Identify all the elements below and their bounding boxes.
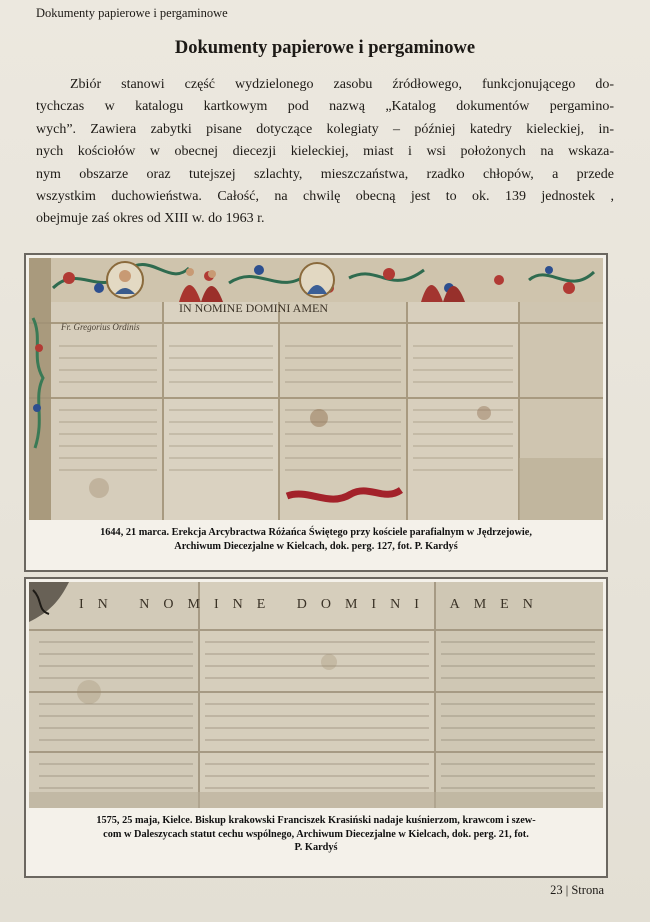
section-title: Dokumenty papierowe i pergaminowe — [174, 38, 476, 58]
parchment-subheading-text: Fr. Gregorius Ordinis — [61, 322, 140, 332]
paragraph-line: wych”. Zawiera zabytki pisane dotyczące kolegiaty – później katedry kieleckiej, in- — [36, 121, 614, 137]
figure-caption — [36, 814, 596, 855]
page-number: 23 — [550, 883, 563, 897]
paragraph-line: obejmuje zaś okres od XIII w. do 1963 r. — [36, 211, 265, 227]
footer-separator: | — [565, 883, 569, 897]
intro-paragraph — [36, 74, 614, 231]
parchment-heading-text: IN NOMINE DOMINI AMEN — [179, 301, 328, 315]
caption-line: P. Kardyś — [294, 842, 338, 853]
figure-parchment-1644 — [24, 253, 608, 572]
paragraph-line: wszystkim duchowieństwa. Całość, na chwilę obecną jest to ok. 139 jednostek , — [36, 189, 614, 205]
caption-line: 1575, 25 maja, Kielce. Biskup krakowski Franciszek Krasiński nadaje kuśnierzom, krawcom i szew- — [96, 815, 536, 826]
caption-line: 1644, 21 marca. Erekcja Arcybractwa Różańca Świętego przy kościele parafialnym w Jędrzejowie, — [100, 527, 532, 538]
parchment-photo-1575 — [29, 582, 603, 808]
paragraph-line: tychczas w katalogu kartkowym pod nazwą „Katalog dokumentów pergamino- — [36, 99, 614, 115]
page-footer — [550, 883, 604, 898]
page-label: Strona — [571, 883, 604, 897]
figure-parchment-1575 — [24, 577, 608, 878]
figure-caption — [36, 526, 596, 553]
parchment-heading-text: IN NOMINE DOMINI AMEN — [79, 597, 547, 612]
caption-line: com w Daleszycach statut cechu wspólnego, Archiwum Diecezjalne w Kielcach, dok. perg. 21, fot. — [103, 828, 529, 840]
paragraph-line: nych kościołów w obecnej diecezji kieleckiej, miast i wsi położonych na wskaza- — [36, 144, 614, 160]
running-header: Dokumenty papierowe i pergaminowe — [36, 6, 228, 20]
paragraph-line: nym obszarze oraz tutejszej szlachty, mieszczaństwa, rzadko chłopów, a przede — [36, 166, 614, 182]
parchment-photo-1644 — [29, 258, 603, 520]
caption-line: Archiwum Diecezjalne w Kielcach, dok. perg. 127, fot. P. Kardyś — [174, 540, 458, 552]
paragraph-line: Zbiór stanowi część wydzielonego zasobu źródłowego, funkcjonującego do- — [70, 77, 614, 92]
